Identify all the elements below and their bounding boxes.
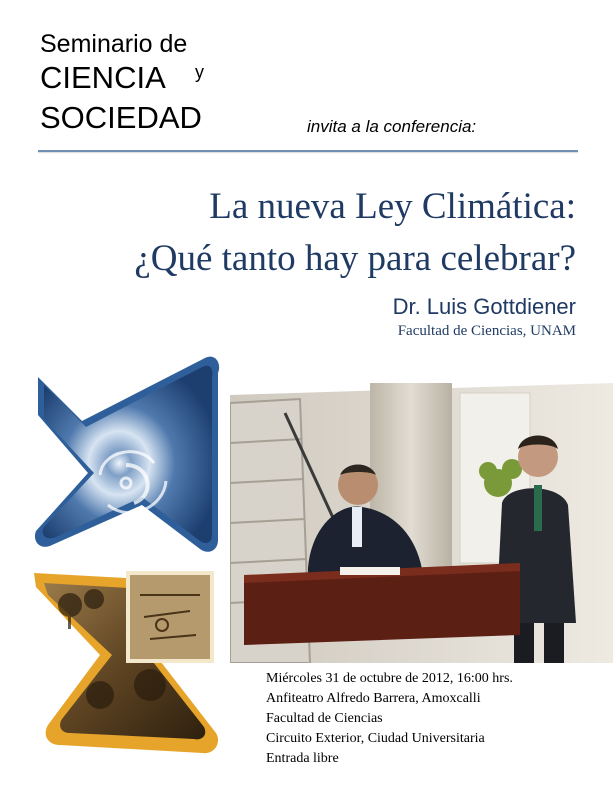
signing-table — [244, 563, 520, 645]
brand-seminario: Seminario de — [40, 30, 188, 58]
sepia-frame — [128, 573, 212, 661]
signing-ceremony-photo — [230, 383, 613, 663]
event-admission: Entrada libre — [266, 751, 339, 766]
invite-text: invita a la conferencia: — [307, 117, 477, 136]
speaker-affiliation: Facultad de Ciencias, UNAM — [397, 323, 576, 339]
event-details — [266, 669, 513, 769]
brand-ciencia: CIENCIA — [40, 60, 166, 95]
speaker-name: Dr. Luis Gottdiener — [392, 294, 576, 319]
hurricane-arrow — [35, 357, 219, 552]
header-divider — [38, 150, 578, 152]
event-date-time: Miércoles 31 de octubre de 2012, 16:00 hrs. — [266, 671, 513, 686]
event-venue: Anfiteatro Alfredo Barrera, Amoxcalli — [266, 691, 481, 706]
event-location: Circuito Exterior, Ciudad Universitaria — [266, 731, 485, 746]
arrow-graphics — [30, 355, 230, 765]
brand-y: y — [195, 62, 204, 82]
talk-title-line2: ¿Qué tanto hay para celebrar? — [134, 238, 576, 279]
event-faculty: Facultad de Ciencias — [266, 711, 383, 726]
brand-sociedad: SOCIEDAD — [40, 100, 202, 135]
talk-title-line1: La nueva Ley Climática: — [209, 186, 576, 227]
people-arrow — [34, 573, 218, 753]
